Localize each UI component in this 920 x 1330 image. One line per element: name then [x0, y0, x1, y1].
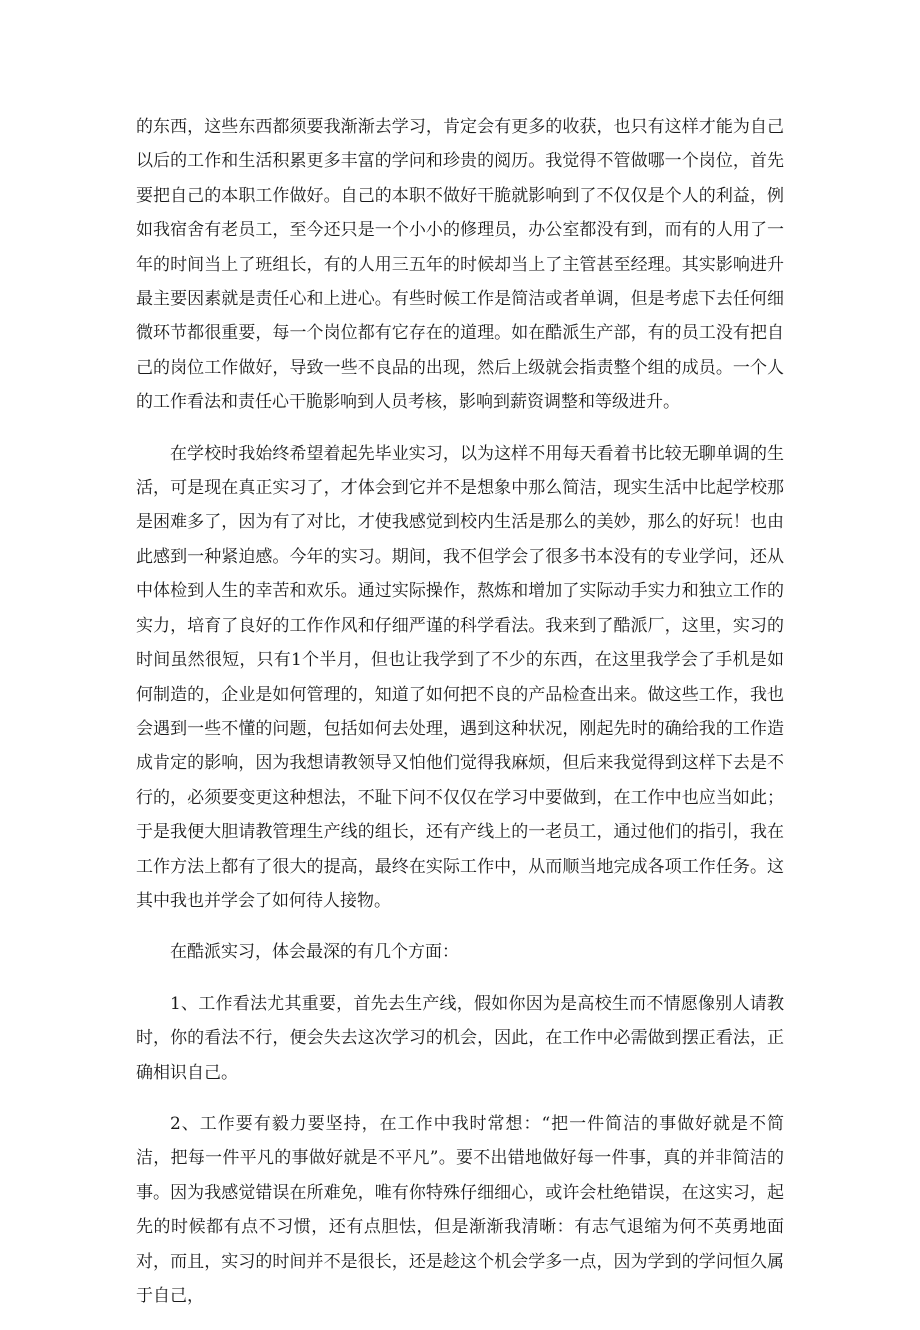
paragraph-3: 在酷派实习，体会最深的有几个方面： [170, 942, 459, 963]
paragraph-1: 的东西，这些东西都须要我渐渐去学习，肯定会有更多的收获，也只有这样才能为自己以后的工作和生活积累更多丰富的学问和珍贵的阅历。我觉得不管做哪一个岗位，首先要把自己的本职工作做好。自己的本职不做好干脆就影响到了不仅仅是个人的利益，例如我宿舍有老员工，至今还只是一个小小的修理员，办公室都没有到，而有的人用了一年的时间当上了班组长，有的人用三五年的时候却当上了主管甚至经理。其实影响进升最主要因素就是责任心和上进心。有些时候工作是简洁或者单调，但是考虑下去任何细微环节都很重要，每一个岗位都有它存在的道理。如在酷派生产部，有的员工没有把自己的岗位工作做好，导致一些不良品的出现，然后上级就会指责整个组的成员。一个人的工作看法和责任心干脆影响到人员考核，影响到薪资调整和等级进升。 [136, 117, 784, 413]
document-body [136, 110, 784, 1330]
paragraph-4: 1、工作看法尤其重要，首先去生产线，假如你因为是高校生而不情愿像别人请教时，你的看法不行，便会失去这次学习的机会，因此，在工作中必需做到摆正看法，正确相识自己。 [136, 993, 784, 1083]
paragraph-2: 在学校时我始终希望着起先毕业实习，以为这样不用每天看着书比较无聊单调的生活，可是现在真正实习了，才体会到它并不是想象中那么简洁，现实生活中比起学校那是困难多了，因为有了对比，才使我感觉到校内生活是那么的美妙，那么的好玩！也由此感到一种紧迫感。今年的实习。期间，我不但学会了很多书本没有的专业学问，还从中体检到人生的幸苦和欢乐。通过实际操作，熬炼和增加了实际动手实力和独立工作的实力，培育了良好的工作作风和仔细严谨的科学看法。我来到了酷派厂，这里，实习的时间虽然很短，只有1个半月，但也让我学到了不少的东西，在这里我学会了手机是如何制造的，企业是如何管理的，知道了如何把不良的产品检查出来。做这些工作，我也会遇到一些不懂的问题，包括如何去处理，遇到这种状况，刚起先时的确给我的工作造成肯定的影响，因为我想请教领导又怕他们觉得我麻烦，但后来我觉得到这样下去是不行的，必须要变更这种想法，不耻下问不仅仅在学习中要做到，在工作中也应当如此；于是我便大胆请教管理生产线的组长，还有产线上的一老员工，通过他们的指引，我在工作方法上都有了很大的提高，最终在实际工作中，从而顺当地完成各项工作任务。这其中我也并学会了如何待人接物。 [136, 443, 784, 911]
paragraph-5: 2、工作要有毅力要坚持，在工作中我时常想：“把一件简洁的事做好就是不简洁，把每一件平凡的事做好就是不平凡”。要不出错地做好每一件事，真的并非简洁的事。因为我感觉错误在所难免，唯有你特殊仔细细心，或许会杜绝错误，在这实习，起先的时候都有点不习惯，还有点胆怯，但是渐渐我清晰：有志气退缩为何不英勇地面对，而且，实习的时间并不是很长，还是趁这个机会学多一点，因为学到的学问恒久属于自己， [136, 1113, 784, 1306]
